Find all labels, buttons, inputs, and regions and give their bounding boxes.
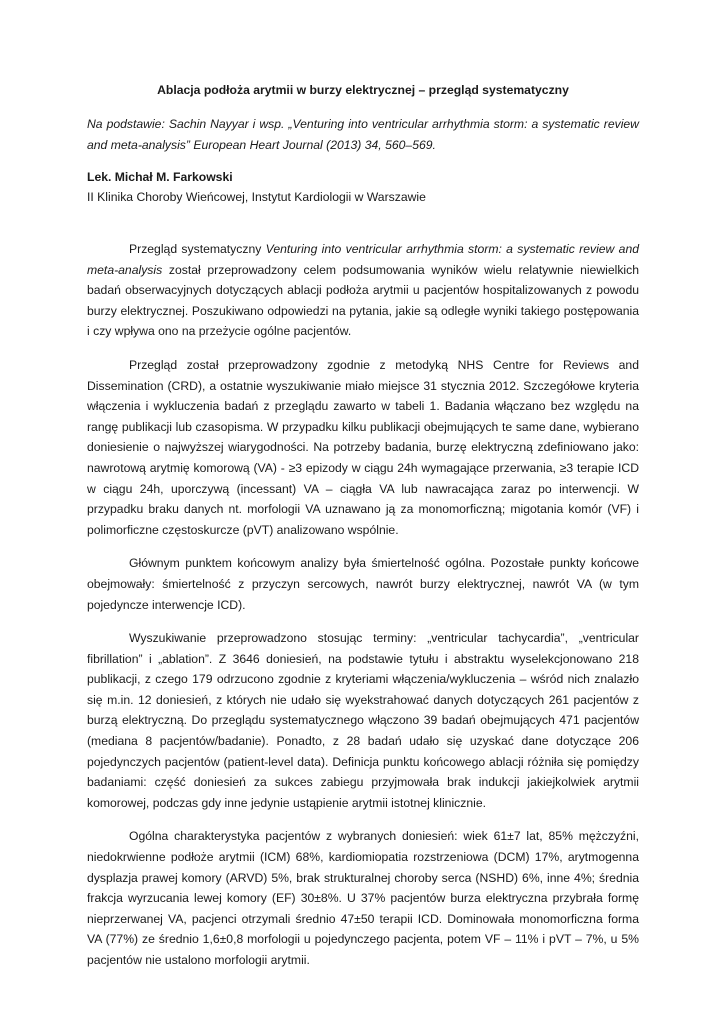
review-title-italic: Venturing into ventricular arrhythmia storm: a systematic review and meta-analysis	[87, 242, 639, 277]
paragraph-patient-characteristics: Ogólna charakterystyka pacjentów z wybranych doniesień: wiek 61±7 lat, 85% mężczyźni, niedokrwienne podłoże arytmii (ICM) 68%, kardiomiopatia rozstrzeniowa (DCM) 17%, arytmogenna dysplazja prawej komory (ARVD) 5%, brak strukturalnej choroby serca (NSHD) 6%, inne 4%; średnia frakcja wyrzucania lewej komory (EF) 30±8%. U 37% pacjentów burza elektryczna przybrała formę nieprzerwanej VA, pacjenci otrzymali średnio 47±50 terapii ICD. Dominowała monomorficzna forma VA (77%) ze średnio 1,6±0,8 morfologii u pojedynczego pacjenta, potem VF – 11% i pVT – 7%, u 5% pacjentów nie ustalono morfologii arytmii.	[87, 829, 639, 967]
paragraph-search: Wyszukiwanie przeprowadzono stosując terminy: „ventricular tachycardia”, „ventricular fibrillation” i „ablation”. Z 3646 doniesień, na podstawie tytułu i abstraktu wyselekcjonowano 218 publikacji, z czego 179 odrzucono zgodnie z kryteriami włączenia/wykluczenia – wśród nich znalazło się m.in. 12 doniesień, z których nie udało się wyekstrahować danych dotyczących 261 pacjentów z burzą elektryczną. Do przeglądu systematycznego włączono 39 badań obejmujących 471 pacjentów (mediana 8 pacjentów/badanie). Ponadto, z 28 badań udało się uzyskać dane dotyczące 206 pojedynczych pacjentów (patient-level data). Definicja punktu końcowego ablacji różniła się pomiędzy badaniami: część doniesień za sukces zabiegu przyjmowała brak indukcji jakiejkolwiek arytmii komorowej, podczas gdy inne jedynie ustąpienie arytmii istotnej klinicznie.	[87, 631, 639, 810]
author-name: Lek. Michał M. Farkowski	[87, 170, 233, 184]
document-title: Ablacja podłoża arytmii w burzy elektrycznej – przegląd systematyczny	[157, 83, 569, 97]
paragraph-introduction	[87, 239, 639, 342]
paragraph-methods: Przegląd został przeprowadzony zgodnie z metodyką NHS Centre for Reviews and Dissemination (CRD), a ostatnie wyszukiwanie miało miejsce 31 stycznia 2012. Szczegółowe kryteria włączenia i wykluczenia badań z przeglądu zawarto w tabeli 1. Badania włączano bez względu na rangę publikacji lub czasopisma. W przypadku kilku publikacji obejmujących te same dane, wybierano doniesienie o najwyższej wiarygodności. Na potrzeby badania, burzę elektryczną zdefiniowano jako: nawrotową arytmię komorową (VA) - ≥3 epizody w ciągu 24h wymagające przerwania, ≥3 terapie ICD w ciągu 24h, uporczywą (incessant) VA – ciągła VA lub nawracająca zaraz po interwencji. W przypadku braku danych nt. morfologii VA uznawano ją za monomorficzną; migotania komór (VF) i polimorficzne częstoskurcze (pVT) analizowano wspólnie.	[87, 357, 639, 537]
paragraph-endpoints: Głównym punktem końcowym analizy była śmiertelność ogólna. Pozostałe punkty końcowe obejmowały: śmiertelność z przyczyn sercowych, nawrót burzy elektrycznej, nawrót VA (w tym pojedyncze interwencje ICD).	[87, 556, 639, 612]
source-citation: Na podstawie: Sachin Nayyar i wsp. „Venturing into ventricular arrhythmia storm: a systematic review and meta-analysis” European Heart Journal (2013) 34, 560–569.	[87, 117, 639, 152]
intro-text-end: został przeprowadzony celem podsumowania wyników wielu relatywnie niewielkich badań obserwacyjnych dotyczących ablacji podłoża arytmii u pacjentów hospitalizowanych z powodu burzy elektrycznej. Poszukiwano odpowiedzi na pytania, jakie są odległe wyniki takiego postępowania i czy wpływa ono na przeżycie ogólne pacjentów.	[87, 262, 639, 339]
document-page	[87, 80, 639, 984]
author-affiliation: II Klinika Choroby Wieńcowej, Instytut Kardiologii w Warszawie	[87, 190, 426, 204]
intro-text-start: Przegląd systematyczny	[129, 242, 266, 256]
